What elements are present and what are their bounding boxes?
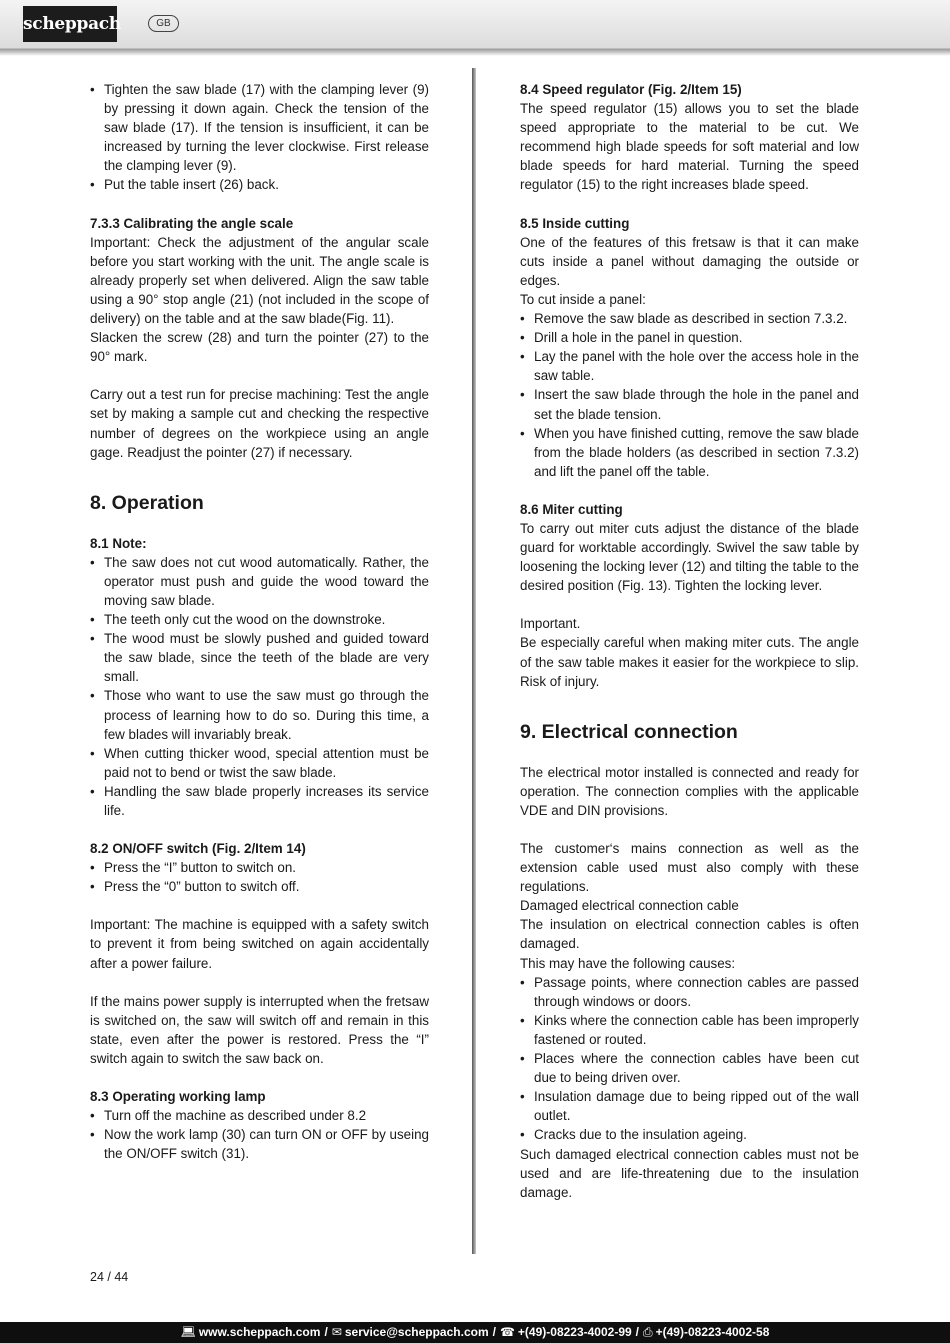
inside-cutting-list xyxy=(520,309,859,481)
separator: / xyxy=(324,1325,328,1339)
list-item: • Put the table insert (26) back. xyxy=(90,175,429,194)
paragraph: To cut inside a panel: xyxy=(520,291,646,307)
section-title-7-3-3: 7.3.3 Calibrating the angle scale xyxy=(90,215,294,231)
language-badge: GB xyxy=(148,15,179,32)
list-item: • Insulation damage due to being ripped out of the wall outlet. xyxy=(520,1087,859,1125)
list-item: • Insert the saw blade through the hole in the panel and set the blade tension. xyxy=(520,385,859,423)
left-column xyxy=(90,80,429,1163)
section-title-8-6: 8.6 Miter cutting xyxy=(520,501,623,517)
paragraph: This may have the following causes: xyxy=(520,955,736,971)
paragraph: If the mains power supply is interrupted when the fretsaw is switched on, the saw will switch off and remain in this state, even after the power is restored. Press the “I” switch again to switch the saw back on. xyxy=(90,993,429,1066)
paragraph: Slacken the screw (28) and turn the pointer (27) to the 90° mark. xyxy=(90,330,429,365)
note-list xyxy=(90,553,429,820)
separator: / xyxy=(492,1325,496,1339)
list-item: • Places where the connection cables have been cut due to being driven over. xyxy=(520,1049,859,1087)
paragraph: Damaged electrical connection cable xyxy=(520,898,739,914)
paragraph: The electrical motor installed is connected and ready for operation. The connection complies with the applicable VDE and DIN provisions. xyxy=(520,764,859,818)
list-item: • Handling the saw blade properly increases its service life. xyxy=(90,782,429,820)
computer-icon: 💻︎ xyxy=(180,1325,196,1339)
paragraph: Important. xyxy=(520,616,581,632)
list-item: • Drill a hole in the panel in question. xyxy=(520,328,859,347)
cable-damage-list xyxy=(520,973,859,1145)
intro-list xyxy=(90,80,429,195)
list-item: • Press the “0” button to switch off. xyxy=(90,877,429,896)
list-item: • Those who want to use the saw must go through the process of learning how to do so. During this time, a few blades will invariably break. xyxy=(90,686,429,743)
section-title-8-2: 8.2 ON/OFF switch (Fig. 2/Item 14) xyxy=(90,841,306,857)
paragraph: Important: Check the adjustment of the angular scale before you start working with the unit. The angle scale is already properly set when delivered. Align the saw table using a 90° stop angle (21) (not included in the scope of delivery) on the table and at the saw blade(Fig. 11). xyxy=(90,234,429,327)
paragraph: Important: The machine is equipped with a safety switch to prevent it from being switched on again accidentally after a power failure. xyxy=(90,917,429,971)
column-divider xyxy=(472,68,476,1254)
list-item: • The teeth only cut the wood on the downstroke. xyxy=(90,610,429,629)
email-link[interactable]: service@scheppach.com xyxy=(344,1325,489,1339)
chapter-title-9: 9. Electrical connection xyxy=(520,720,738,743)
list-item: • The wood must be slowly pushed and guided toward the saw blade, since the teeth of the blade are very small. xyxy=(90,629,429,686)
paragraph: The customer‘s mains connection as well as the extension cable used must also comply with these regulations. xyxy=(520,841,859,895)
lamp-list xyxy=(90,1106,429,1163)
page-header xyxy=(0,0,950,49)
paragraph: To carry out miter cuts adjust the distance of the blade guard for worktable accordingly. Swivel the saw table by loosening the locking lever (12) and tilting the table to the desired position (Fig. 13). Tighten the locking lever. xyxy=(520,520,859,594)
right-column xyxy=(520,80,859,1202)
header-shadow xyxy=(0,49,950,56)
paragraph: The speed regulator (15) allows you to set the blade speed appropriate to the material to be cut. We recommend high blade speeds for soft material and low blade speeds for hard material. Turning the speed regulator (15) to the right increases blade speed. xyxy=(520,101,859,193)
section-title-8-4: 8.4 Speed regulator (Fig. 2/Item 15) xyxy=(520,82,742,97)
paragraph: Be especially careful when making miter cuts. The angle of the saw table makes it easier for the workpiece to slip. Risk of injury. xyxy=(520,635,859,689)
paragraph: The insulation on electrical connection cables is often damaged. xyxy=(520,917,859,952)
list-item: • Kinks where the connection cable has been improperly fastened or routed. xyxy=(520,1011,859,1049)
list-item: • Press the “I” button to switch on. xyxy=(90,858,429,877)
paragraph: Carry out a test run for precise machining: Test the angle set by making a sample cut and checking the respective number of degrees on the workpiece using an angle gage. Readjust the pointer (27) if necessary. xyxy=(90,387,429,460)
fax-icon: ⎙ xyxy=(643,1325,653,1339)
section-title-8-1: 8.1 Note: xyxy=(90,535,147,551)
list-item: • When you have finished cutting, remove the saw blade from the blade holders (as described in section 7.3.2) and lift the panel off the table. xyxy=(520,424,859,481)
phone-number: +(49)-08223-4002-99 xyxy=(517,1325,632,1339)
page-footer xyxy=(0,1322,950,1343)
list-item: • Lay the panel with the hole over the access hole in the saw table. xyxy=(520,347,859,385)
fax-number: +(49)-08223-4002-58 xyxy=(655,1325,770,1339)
website-link[interactable]: www.scheppach.com xyxy=(198,1325,321,1339)
page-number: 24 / 44 xyxy=(90,1270,129,1284)
paragraph: Such damaged electrical connection cables must not be used and are life-threatening due to the insulation damage. xyxy=(520,1146,859,1200)
switch-list xyxy=(90,858,429,896)
chapter-title-8: 8. Operation xyxy=(90,491,204,514)
list-item: • Tighten the saw blade (17) with the clamping lever (9) by pressing it down again. Check the tension of the saw blade (17). If the tension is insufficient, it can be increased by turning the lever clockwise. First release the clamping lever (9). xyxy=(90,80,429,175)
list-item: • Cracks due to the insulation ageing. xyxy=(520,1125,859,1144)
brand-logo: scheppach xyxy=(23,6,117,42)
envelope-icon: ✉︎ xyxy=(331,1325,342,1339)
list-item: • Remove the saw blade as described in section 7.3.2. xyxy=(520,309,859,328)
list-item: • When cutting thicker wood, special attention must be paid not to bend or twist the saw blade. xyxy=(90,744,429,782)
list-item: • Turn off the machine as described under 8.2 xyxy=(90,1106,429,1125)
separator: / xyxy=(635,1325,640,1339)
section-title-8-5: 8.5 Inside cutting xyxy=(520,215,630,231)
list-item: • The saw does not cut wood automatically. Rather, the operator must push and guide the wood toward the moving saw blade. xyxy=(90,553,429,610)
section-title-8-3: 8.3 Operating working lamp xyxy=(90,1089,266,1105)
list-item: • Now the work lamp (30) can turn ON or OFF by useing the ON/OFF switch (31). xyxy=(90,1125,429,1163)
paragraph: One of the features of this fretsaw is that it can make cuts inside a panel without damaging the outside or edges. xyxy=(520,234,859,288)
list-item: • Passage points, where connection cables are passed through windows or doors. xyxy=(520,973,859,1011)
phone-icon: ☎︎ xyxy=(499,1325,515,1339)
